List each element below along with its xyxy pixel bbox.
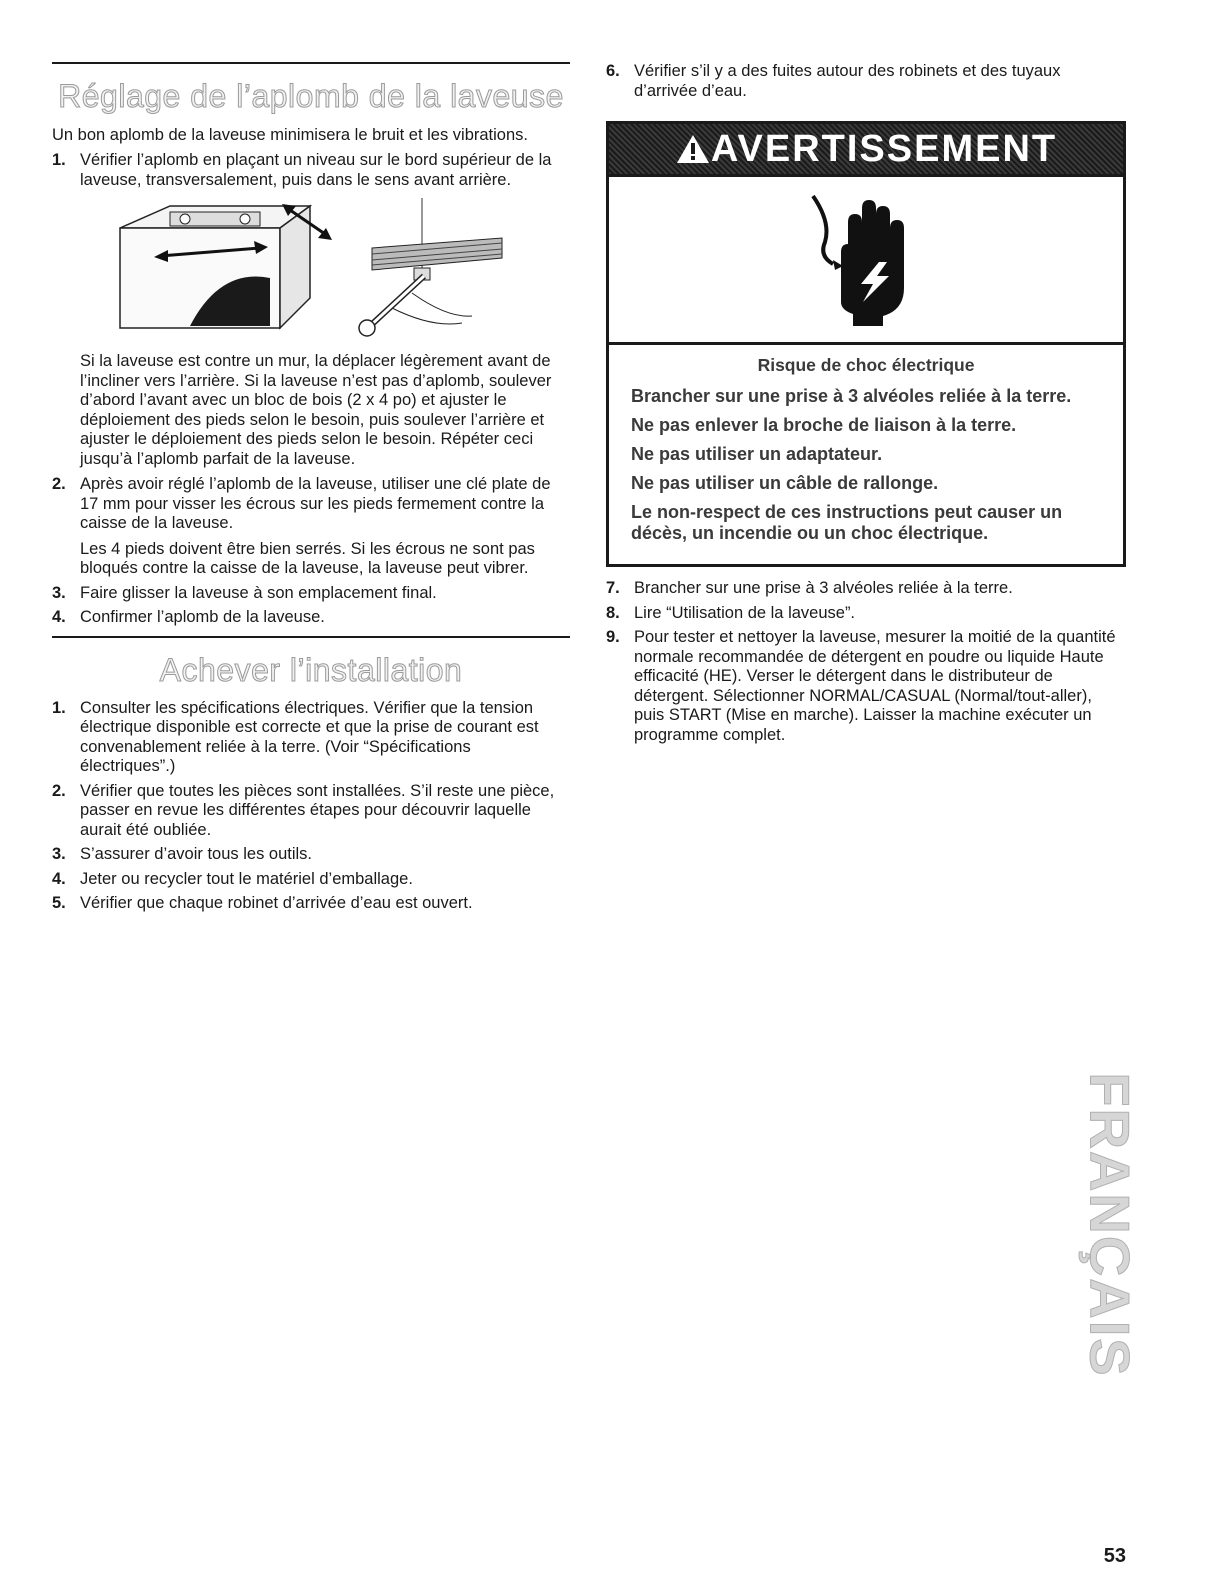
language-side-tab: FRANÇAIS <box>1078 1072 1142 1378</box>
leveling-steps-continued <box>52 475 570 628</box>
warning-title-wrap <box>675 128 1057 171</box>
step-text: Vérifier que chaque robinet d’arrivée d’eau est ouvert. <box>80 894 473 912</box>
warning-title: AVERTISSEMENT <box>710 127 1058 170</box>
list-item <box>52 782 570 841</box>
step-text: Vérifier que toutes les pièces sont installées. S’il reste une pièce, passer en revue les différentes étapes pour découvrir laquelle aurait été oubliée. <box>80 781 555 839</box>
step-number: 8. <box>606 603 620 622</box>
step-text: S’assurer d’avoir tous les outils. <box>80 845 313 863</box>
list-item <box>52 475 570 579</box>
right-column <box>606 62 1126 750</box>
warning-triangle-icon <box>675 133 711 165</box>
section-divider <box>52 62 570 64</box>
list-item <box>606 62 1126 101</box>
list-item <box>52 608 570 628</box>
leveling-intro: Un bon aplomb de la laveuse minimisera le bruit et les vibrations. <box>52 126 528 144</box>
list-item <box>52 699 570 777</box>
warning-body <box>609 345 1123 564</box>
list-item <box>52 870 570 890</box>
finish-steps <box>52 699 570 914</box>
list-item <box>52 584 570 604</box>
step-number: 4. <box>52 608 66 626</box>
warning-icon-area <box>609 177 1123 345</box>
warning-header <box>609 124 1123 177</box>
page-number: 53 <box>1103 1545 1126 1567</box>
finish-steps-continued <box>606 62 1126 101</box>
leveling-title: Réglage de l’aplomb de la laveuse <box>58 78 564 114</box>
list-item <box>606 579 1126 599</box>
step-number: 5. <box>52 894 66 912</box>
warning-line: Brancher sur une prise à 3 alvéoles reliée à la terre. <box>631 386 1072 406</box>
step-number: 1. <box>52 698 66 717</box>
step-subtext: Les 4 pieds doivent être bien serrés. Si les écrous ne sont pas bloqués contre la caisse de la laveuse, la laveuse peut vibrer. <box>80 539 535 577</box>
step-text: Vérifier s’il y a des fuites autour des robinets et des tuyaux d’arrivée d’eau. <box>634 62 1061 100</box>
wrench-foot-illustration <box>352 198 552 346</box>
step-text: Brancher sur une prise à 3 alvéoles reliée à la terre. <box>634 579 1013 597</box>
warning-line: Ne pas enlever la broche de liaison à la terre. <box>631 415 1017 435</box>
step-number: 3. <box>52 583 66 602</box>
section-divider <box>52 636 570 638</box>
step-number: 7. <box>606 579 620 597</box>
left-column <box>52 62 570 919</box>
list-item <box>52 151 570 190</box>
step-number: 2. <box>52 475 66 493</box>
step-text: Après avoir réglé l’aplomb de la laveuse, utiliser une clé plate de 17 mm pour visser les écrous sur les pieds fermement contre la caisse de la laveuse. <box>80 475 551 532</box>
finish-steps-final <box>606 579 1126 745</box>
step-number: 4. <box>52 869 66 888</box>
leveling-illustration <box>52 198 570 346</box>
leveling-steps <box>52 151 570 190</box>
step-text: Vérifier l’aplomb en plaçant un niveau sur le bord supérieur de la laveuse, transversalement, puis dans le sens avant arrière. <box>80 151 552 189</box>
washer-level-illustration <box>110 198 340 346</box>
step-number: 3. <box>52 845 66 863</box>
electric-shock-hand-icon <box>811 192 921 327</box>
step-number: 1. <box>52 151 66 169</box>
warning-line: Ne pas utiliser un câble de rallonge. <box>631 473 939 493</box>
step-text: Faire glisser la laveuse à son emplacement final. <box>80 583 437 602</box>
step-text: Lire “Utilisation de la laveuse”. <box>634 603 856 622</box>
warning-line: Le non-respect de ces instructions peut causer un décès, un incendie ou un choc électrique. <box>631 502 1063 543</box>
step-text: Jeter ou recycler tout le matériel d’emballage. <box>80 869 413 888</box>
warning-risk: Risque de choc électrique <box>757 355 975 375</box>
step-text: Confirmer l’aplomb de la laveuse. <box>80 608 325 626</box>
warning-box <box>606 121 1126 567</box>
step-number: 2. <box>52 781 66 800</box>
list-item <box>606 628 1126 745</box>
leveling-detail: Si la laveuse est contre un mur, la déplacer légèrement avant de l’incliner vers l’arrière. Si la laveuse n’est pas d’aplomb, soulever d’abord l’avant avec un bloc de bois (2 x 4 po) et ajuster le déploiement des pieds selon le besoin, puis soulever l’arrière et ajuster le déploiement des pieds selon le besoin. Répéter ceci jusqu’à l’aplomb parfait de la laveuse. <box>80 352 552 468</box>
step-number: 9. <box>606 628 620 646</box>
list-item <box>52 845 570 865</box>
list-item <box>606 604 1126 624</box>
step-number: 6. <box>606 62 620 80</box>
warning-line: Ne pas utiliser un adaptateur. <box>631 444 883 464</box>
step-text: Consulter les spécifications électriques. Vérifier que la tension électrique disponible est correcte et que la prise de courant est convenablement reliée à la terre. (Voir “Spécifications électriques”.) <box>80 698 539 775</box>
list-item <box>52 894 570 914</box>
step-text: Pour tester et nettoyer la laveuse, mesurer la moitié de la quantité normale recommandée de détergent en poudre ou liquide Haute efficacité (HE). Verser le détergent dans le distributeur de détergent. Sélectionner NORMAL/CASUAL (Normal/tout-aller), puis START (Mise en marche). Laisser la machine exécuter un programme complet. <box>634 628 1116 744</box>
finish-title: Achever l’installation <box>159 651 463 688</box>
